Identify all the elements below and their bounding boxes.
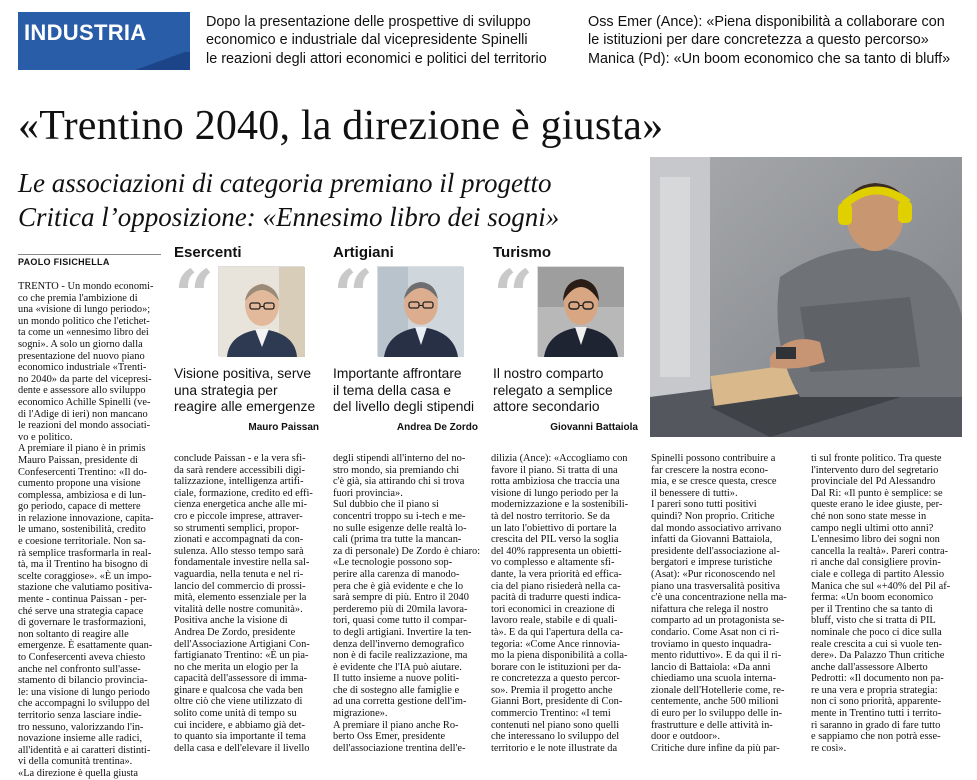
article-line: è evidente che l'IA può aiutare. (333, 661, 462, 673)
article-line: dell'Associazione Artigiani Con- (174, 638, 310, 650)
article-line: che di sostegno alle famiglie e (333, 684, 460, 696)
article-line: presentazione del nuovo piano (18, 350, 145, 362)
article-line: crescita del PIL verso la soglia (491, 534, 619, 546)
subheadline-line: Critica l’opposizione: «Ennesimo libro dei sogni» (18, 202, 560, 232)
article-line: tegoria: «Come Ance rinnovia- (491, 638, 620, 650)
article-line: Sul dubbio che il piano si (333, 499, 439, 511)
article-line: (Asat): «Pur riconoscendo nel (651, 568, 776, 580)
article-line: presidente dell'associazione al- (651, 545, 780, 557)
article-line: tà del nostro territorio. Se da (491, 510, 610, 522)
article-line: emergenze. È esattamente quan- (18, 640, 153, 652)
article-line: territorio senza lasciare indie- (18, 709, 142, 721)
box-title: Turismo (493, 244, 552, 261)
quote-mark-icon: “ (493, 254, 534, 337)
article-line: cali (prima tra tutte la mancan- (333, 534, 462, 546)
box-quote (333, 366, 478, 416)
article-column-6 (811, 453, 961, 754)
article-line: Mauro Paissan, presidente di (18, 454, 139, 466)
deck-right-line: Manica (Pd): «Un boom economico che sa tanto di bluff» (588, 50, 951, 67)
article-line: modernizzazione e la sostenibili- (491, 499, 629, 511)
article-line: queste erano le idee giuste, per- (811, 499, 943, 511)
article-line: rotta ambiziosa che traccia una (491, 476, 620, 488)
article-line: rà semplice trasformarla in real- (18, 547, 152, 559)
article-line: vo complesso e altamente sfi- (491, 557, 615, 569)
article-line: complessa, ambiziosa e di lun- (18, 489, 146, 501)
article-line: za di personale) De Zordo è chiaro: (333, 545, 481, 557)
article-line: novazione insieme alle radici, (18, 733, 143, 745)
article-line: c'è una concentrazione nella ma- (651, 592, 787, 604)
article-line: tro nessuno, valorizzando l'in- (18, 721, 144, 733)
article-line: economico Achille Spinelli (ve- (18, 396, 151, 408)
article-line: ri anche dal consigliere provin- (811, 557, 941, 569)
article-line: che accompagni lo sviluppo del (18, 698, 150, 710)
quote-box-esercenti (174, 244, 319, 433)
article-line: anche dall'assessore Alberto (811, 661, 928, 673)
article-line: del 40% rappresenta un obietti- (491, 545, 622, 557)
article-line: re concretezza a questo percor- (491, 673, 621, 685)
article-line: to Confesercenti aveva chiesto (18, 652, 146, 663)
article-line: economico industriale «Trenti- (18, 362, 147, 374)
article-line: borare con le istituzioni per da- (491, 661, 622, 673)
article-line: fuori provincia». (333, 487, 403, 499)
article-line: Spinelli possono contribuire a (651, 453, 776, 464)
article-line: talizzazione, intelligenza artifi- (174, 476, 304, 488)
box-quote-line: attore secondario (493, 399, 600, 415)
article-line: vo e politico. (18, 431, 73, 443)
article-line: vaguardia, nella tenuta e nel ri- (174, 568, 304, 580)
article-line: ferma: «Un boom economico (811, 592, 934, 604)
article-line: ché non sono state messe in (811, 510, 927, 522)
article-line: mento riduttivo». E da qui il ri- (651, 650, 782, 662)
box-quote-line: Visione positiva, serve (174, 366, 312, 381)
article-line: migrazione». (333, 708, 388, 720)
article-line: dante, la vera priorità ed effica- (491, 568, 622, 580)
article-line: che interessano lo sviluppo del (491, 731, 620, 743)
article-column-5 (651, 453, 799, 754)
article-line: no 2040» da parte del vicepresi- (18, 373, 152, 385)
article-line: mia, e se cresce questa, cresce (651, 476, 777, 488)
article-line: quindi? Non proprio. Critiche (651, 510, 775, 522)
section-kicker: INDUSTRIA (18, 12, 190, 70)
article-line: fondamentale investire nella sal- (174, 557, 310, 569)
article-line: Andrea De Zordo, presidente (174, 626, 296, 638)
deck-right-line: Oss Emer (Ance): «Piena disponibilità a collaborare con (588, 14, 945, 30)
article-line: cia del piano risiederà nella ca- (491, 580, 621, 592)
quote-mark-icon: “ (333, 254, 374, 337)
article-line: in relazione innovazione, capita- (18, 512, 154, 524)
article-line: campo negli ultimi otto anni? (811, 522, 934, 534)
article-line: pacità di tradurre questi indica- (491, 592, 621, 604)
article-line: troviamo in questo inquadra- (651, 638, 772, 650)
article-line: non è di facile realizzazione, ma (333, 650, 468, 662)
quote-mark-icon: “ (174, 254, 215, 337)
article-line: «Le tecnologie possono sop- (333, 557, 453, 569)
deck-left-line: Dopo la presentazione delle prospettive di sviluppo (206, 14, 531, 30)
headline: «Trentino 2040, la direzione è giusta» (18, 103, 664, 149)
article-line: to quanto sia importante il tema (174, 731, 306, 743)
box-person-name: Mauro Paissan (248, 422, 319, 433)
article-line: dente e assessore allo sviluppo (18, 385, 146, 397)
article-line: I pareri sono tutti positivi (651, 499, 757, 511)
article-line: cancella la realtà». Pareri contra- (811, 545, 949, 557)
article-line: vi della comunità trentina». (18, 756, 133, 768)
article-line: solito come unità di tempo su (174, 708, 297, 720)
box-quote-line: una strategia per (174, 382, 278, 398)
article-line: infatti da Giovanni Battaiola, (651, 534, 773, 546)
article-line: dal mondo associativo arrivano (651, 522, 782, 534)
article-line: re così». (811, 742, 847, 754)
article-line: per il Trentino che sa tanto di (811, 603, 933, 615)
portrait-photo (537, 266, 623, 356)
box-quote-line: del livello degli stipendi (333, 399, 475, 415)
article-line: degli stipendi all'interno del no- (333, 453, 466, 464)
article-line: da sarà rendere accessibili digi- (174, 464, 305, 476)
article-line: Confesercenti Trentino: «Il do- (18, 466, 147, 478)
article-line: sarà sempre di più. Entro il 2040 (333, 592, 469, 604)
article-line: perderemo più di 20mila lavora- (333, 603, 468, 615)
article-line: bluff, visto che si tratta di PIL (811, 615, 936, 627)
article-line: dell'associazione trentina dell'e- (333, 742, 466, 754)
article-line: cro e piccole imprese, attraver- (174, 510, 303, 522)
article-line: e sappiamo che non potrà esse- (811, 731, 941, 743)
article-line: non soltanto di reagire alle (18, 628, 129, 640)
article-line: comparto ad un protagonista se- (651, 615, 785, 627)
article-line: fartigianato Trentino: «È un pia- (174, 650, 309, 662)
article-line: zionale dell'Hotellerie come, re- (651, 684, 785, 696)
box-quote-line: il tema della casa e (333, 382, 452, 398)
article-line: go periodo, capace di mettere (18, 501, 141, 513)
article-line: so strumenti semplici, propor- (174, 522, 300, 534)
article-line: contenuti nel piano sono quelli (491, 719, 620, 731)
article-line: capacità dell'assessore di imma- (174, 673, 308, 685)
box-title: Esercenti (174, 244, 242, 261)
article-line: ciale, formazione, credito ed effi- (174, 487, 313, 499)
article-line: lavoro reale, stabile e di quali- (491, 615, 618, 627)
article-line: conclude Paissan - e la vera sfi- (174, 453, 306, 464)
article-line: una «visione di lungo periodo»; (18, 304, 151, 316)
article-line: le reazioni del mondo associati- (18, 420, 151, 432)
article-line: dere». Da Palazzo Thun critiche (811, 650, 945, 662)
article-line: vitalità delle nostre comunità». (174, 603, 303, 615)
box-quote-line: reagire alle emergenze (174, 399, 316, 415)
article-line: le: una visione di lungo periodo (18, 686, 150, 698)
article-line: il benessere di tutti». (651, 487, 738, 499)
article-line: to degli artigiani. Invertire la ten- (333, 626, 472, 638)
article-line: Dal Ri: «Il punto è semplice: se (811, 487, 943, 499)
article-line: ché serve una strategia capace (18, 605, 144, 617)
box-quote-line: Il nostro comparto (493, 366, 604, 381)
article-line: ginare e qualcosa che vada ben (174, 684, 303, 696)
article-line: dilizia (Ance): «Accogliamo con (491, 453, 628, 464)
article-line: tori economici in creazione di (491, 603, 616, 615)
article-line: mità, elemento essenziale per la (174, 592, 307, 604)
article-line: tà». E da qui l'apertura della ca- (491, 626, 623, 638)
article-line: all'identità e ai caratteri distinti- (18, 744, 151, 756)
article-line: Critiche dure infine da più par- (651, 742, 780, 754)
box-person-name: Giovanni Battaiola (550, 422, 638, 433)
article-line: di l'Adige di ieri) non mancano (18, 408, 148, 420)
quote-box-artigiani (333, 244, 478, 433)
article-column-4 (491, 453, 639, 754)
article-line: anche nel confronto sull'asse- (18, 663, 141, 675)
article-line: Il tutto insieme a nuove politi- (333, 673, 460, 685)
article-line: scelte coraggiose». «È un impo- (18, 570, 152, 582)
article-line: frastrutture e delle attività in- (651, 719, 773, 731)
article-line: lancio di Battaiola: «Da anni (651, 661, 771, 673)
box-quote-line: relegato a semplice (493, 382, 613, 398)
article-line: A premiare il piano anche Ro- (333, 719, 459, 731)
byline: PAOLO FISICHELLA (18, 254, 161, 267)
box-quote (174, 366, 319, 416)
deck-left (206, 13, 547, 68)
box-quote-line: Importante affrontare (333, 366, 462, 381)
quote-box-turismo (493, 244, 638, 433)
article-line: centemente, anche 500 milioni (651, 696, 779, 708)
portrait-photo (377, 266, 463, 356)
deck-left-line: le reazioni degli attori economici e politici del territorio (206, 50, 547, 67)
article-line: non ci sono priorità, apparente- (811, 696, 942, 708)
article-line: ta come un «ennesimo libro dei (18, 327, 149, 339)
article-line: mente in Trentino tutti i territo- (811, 708, 942, 720)
article-line: c'è già, sia attirando chi si trova (333, 476, 465, 488)
subheadline-line: Le associazioni di categoria premiano il progetto (18, 168, 552, 198)
article-line: L'ennesimo libro dei sogni non (811, 534, 940, 546)
article-line: un lato l'obiettivo di portare la (491, 522, 617, 534)
article-line: e coesione territoriale. Non sa- (18, 536, 146, 548)
article-line: un mondo politico che l'etichet- (18, 315, 150, 327)
article-line: l'intervento duro del segretario (811, 464, 939, 476)
box-title: Artigiani (333, 244, 394, 261)
article-line: pera che è già evidente e che lo (333, 580, 464, 592)
article-line: no sulle esigenze delle realtà lo- (333, 522, 467, 534)
article-line: le umano, sostenibilità, credito (18, 524, 146, 536)
deck-right-line: le istituzioni per dare concretezza a questo percorso» (588, 32, 929, 49)
box-person-name: Andrea De Zordo (396, 422, 478, 433)
article-line: territorio e le note illustrate da (491, 742, 618, 754)
article-line: A premiare il piano è in primis (18, 443, 146, 455)
article-line: Gianni Bort, presidente di Con- (491, 696, 623, 708)
article-line: nifattura che relega il nostro (651, 603, 769, 615)
article-line: chiediamo una scuola interna- (651, 673, 776, 685)
article-line: condario. Come Asat non ci ri- (651, 626, 780, 638)
article-line: sulenza. Allo stesso tempo sarà (174, 545, 304, 557)
article-column-2 (174, 453, 322, 754)
article-line: zionati e accompagnati da con- (174, 534, 304, 546)
article-line: perire alla carenza di manodo- (333, 568, 460, 580)
article-line: stamento di bilancio provincia- (18, 675, 148, 687)
article-line: reale crescita a cui si vuole ten- (811, 638, 942, 650)
article-line: ciale e collega di partito Alessio (811, 568, 945, 580)
main-photo (650, 157, 962, 437)
deck-left-line: economico e industriale dal vicepresidente Spinelli (206, 32, 528, 49)
article-line: TRENTO - Un mondo economi- (18, 281, 154, 292)
article-line: tori, quasi come tutto il compar- (333, 615, 467, 627)
deck-right (588, 13, 950, 68)
article-line: della casa e dell'elevare il livello (174, 742, 310, 754)
article-line: oltre ciò che viene utilizzato di (174, 696, 303, 708)
article-line: commercio Trentino: «I temi (491, 708, 611, 720)
article-line: provinciale del Pd Alessandro (811, 476, 936, 488)
article-line: mente - continua Paissan - per- (18, 594, 147, 606)
article-line: cienza energetica anche alle mi- (174, 499, 308, 511)
article-line: denza dell'inverno demografico (333, 638, 465, 650)
article-line: stro mondo, sia premiando chi (333, 464, 460, 476)
article-line: door e outdoor». (651, 731, 720, 743)
article-line: visione di lungo periodo per la (491, 487, 619, 499)
article-line: no che merita un elogio per la (174, 661, 299, 673)
portrait-photo (218, 266, 304, 356)
article-line: stazione che valutiamo positiva- (18, 582, 153, 594)
article-line: mo la piena disponibilità a colla- (491, 650, 628, 662)
article-line: so». Premia il progetto anche (491, 684, 613, 696)
article-line: re una vera e propria strategia: (811, 684, 938, 696)
article-line: ad una corretta gestione dell'im- (333, 696, 467, 708)
article-line: cui incidere, e abbiamo già det- (174, 719, 305, 731)
article-column-3 (333, 453, 481, 754)
article-line: di governare le trasformazioni, (18, 617, 147, 629)
article-line: Manica che sul «+40% del Pil af- (811, 580, 951, 592)
article-line: cumento propone una visione (18, 478, 141, 490)
article-line: tà, ma il Trentino ha bisogno di (18, 559, 149, 571)
article-line: lancio del commercio di prossi- (174, 580, 306, 592)
article-line: «La direzione è quella giusta (18, 767, 139, 779)
article-line: favore il piano. Si tratta di una (491, 464, 618, 476)
article-line: piano una trasversalità positiva (651, 580, 780, 592)
article-line: di euro per lo sviluppo delle in- (651, 708, 783, 720)
article-line: bergatori e imprese turistiche (651, 557, 773, 569)
article-line: co che premia l'ambizione di (18, 292, 138, 304)
article-line: ti sul fronte politico. Tra queste (811, 453, 942, 464)
article-line: nominale che poco ci dice sulla (811, 626, 942, 638)
article-line: sogni». A solo un giorno dalla (18, 338, 143, 350)
article-line: Positiva anche la visione di (174, 615, 288, 627)
article-line: far crescere la nostra econo- (651, 464, 769, 476)
article-line: ri saranno in grado di fare tutto (811, 719, 941, 731)
article-line: berto Oss Emer, presidente (333, 731, 446, 743)
article-line: concentri troppo su i-tech e me- (333, 510, 466, 522)
box-quote (493, 366, 638, 416)
article-line: Pedrotti: «Il documento non pa- (811, 673, 944, 685)
article-column-1 (18, 281, 161, 779)
